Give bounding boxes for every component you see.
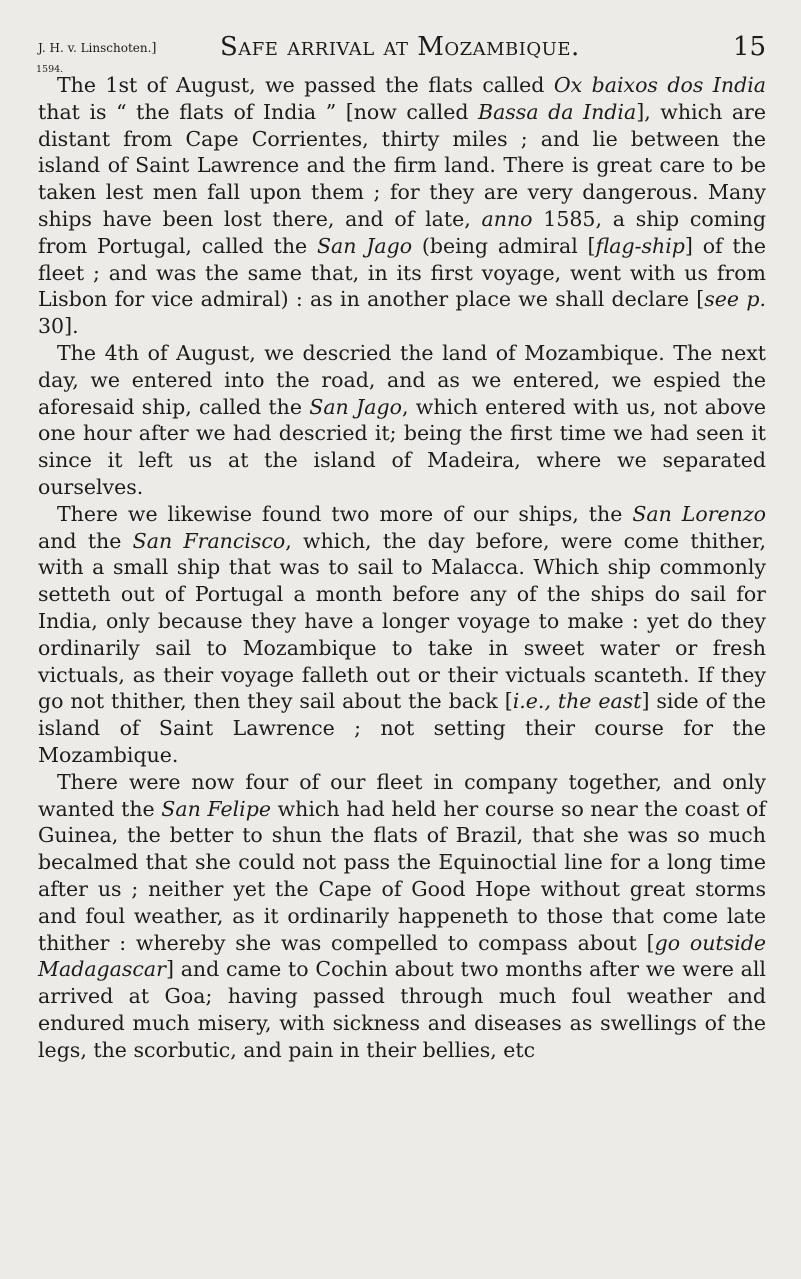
- italic-text: San Jago: [309, 394, 402, 419]
- running-head: [36, 26, 766, 75]
- paragraph: [38, 501, 766, 769]
- text-run: 30].: [38, 314, 79, 339]
- title-word: Safe: [220, 32, 279, 62]
- title-word: arrival: [287, 32, 375, 62]
- side-note-author: J. H. v. Linschoten.: [38, 41, 152, 55]
- italic-text: Ox baixos dos India: [553, 73, 766, 97]
- text-run: ] side of the island of Saint Lawrence ; not setting their course for the Mozambique.: [38, 689, 766, 767]
- italic-text: San Jago: [316, 233, 413, 258]
- text-run: (being admiral [: [412, 233, 596, 258]
- italic-text: i.e., the east: [512, 689, 642, 714]
- title-word: Mozambique.: [417, 32, 580, 62]
- paragraph: [38, 769, 766, 1064]
- text-run: 1585, a ship coming from Portugal, called the: [38, 206, 766, 258]
- text-run: ], which are distant from Cape Corrientes, thirty miles ; and lie between the island of Saint Lawrence and the firm land. There is great care to be taken lest men fall upon them ; for they are very dangerous. Many ships have been lost there, and of late,: [38, 99, 766, 231]
- body-text: [38, 72, 766, 1063]
- italic-text: anno: [481, 206, 533, 231]
- italic-text: San Francisco: [132, 528, 286, 553]
- paragraph: [38, 340, 766, 501]
- running-head-title: [220, 32, 580, 62]
- italic-text: flag-ship: [595, 233, 685, 258]
- text-run: ] and came to Cochin about two months after we were all arrived at Goa; having passed through much foul weather and endured much misery, with sickness and diseases as swellings of the legs, the scorbutic, and pain in their bellies, etc: [38, 957, 766, 1062]
- italic-text: San Lorenzo: [632, 501, 766, 526]
- text-run: that is “ the flats of India ” [now called: [38, 99, 478, 124]
- text-run: The 4th of August, we descried the land of Mozambique. The next day, we entered into the road, and as we entered, we espied the aforesaid ship, called the: [38, 340, 766, 419]
- text-run: ] of the fleet ; and was the same that, in its first voyage, went with us from Lisbon for vice admiral) : as in another place we shall declare [: [38, 233, 767, 312]
- text-run: The 1st of August, we passed the flats called: [57, 73, 554, 97]
- text-run: There we likewise found two more of our ships, the: [57, 501, 633, 526]
- book-page: [36, 32, 767, 1063]
- italic-text: San Felipe: [161, 796, 271, 821]
- text-run: , which, the day before, were come thither, with a small ship that was to sail to Malacca. Which ship commonly setteth out of Portugal a month before any of the ships do sail for India, only because they have a longer voyage to make : yet do they ordinarily sail to Mozambique to take in sweet water or fresh victuals, as their voyage falleth out or their victuals scanteth. If they go not thither, then they sail about the back [: [38, 528, 766, 714]
- italic-text: Bassa da India: [478, 99, 637, 124]
- page-number: 15: [732, 32, 766, 62]
- text-run: and the: [38, 528, 133, 553]
- text-run: which had held her course so near the coast of Guinea, the better to shun the flats of Brazil, that she was so much becalmed that she could not pass the Equinoctial line for a long time after us ; neither yet the Cape of Good Hope without great storms and foul weather, as it ordinarily happeneth to those that come late thither : whereby she was compelled to compass about [: [38, 796, 766, 955]
- italic-text: go outside Madagascar: [38, 930, 766, 982]
- text-run: , which entered with us, not above one hour after we had descried it; being the first time we had seen it since it left us at the island of Madeira, where we separated ourselves.: [38, 394, 767, 499]
- italic-text: see p.: [704, 287, 766, 312]
- title-word: at: [383, 32, 409, 62]
- side-note: [36, 41, 157, 75]
- paragraph: [38, 72, 766, 340]
- side-note-year: 1594.: [36, 64, 64, 75]
- side-note-bracket: ]: [151, 41, 157, 56]
- text-run: There were now four of our fleet in company together, and only wanted the: [38, 769, 766, 821]
